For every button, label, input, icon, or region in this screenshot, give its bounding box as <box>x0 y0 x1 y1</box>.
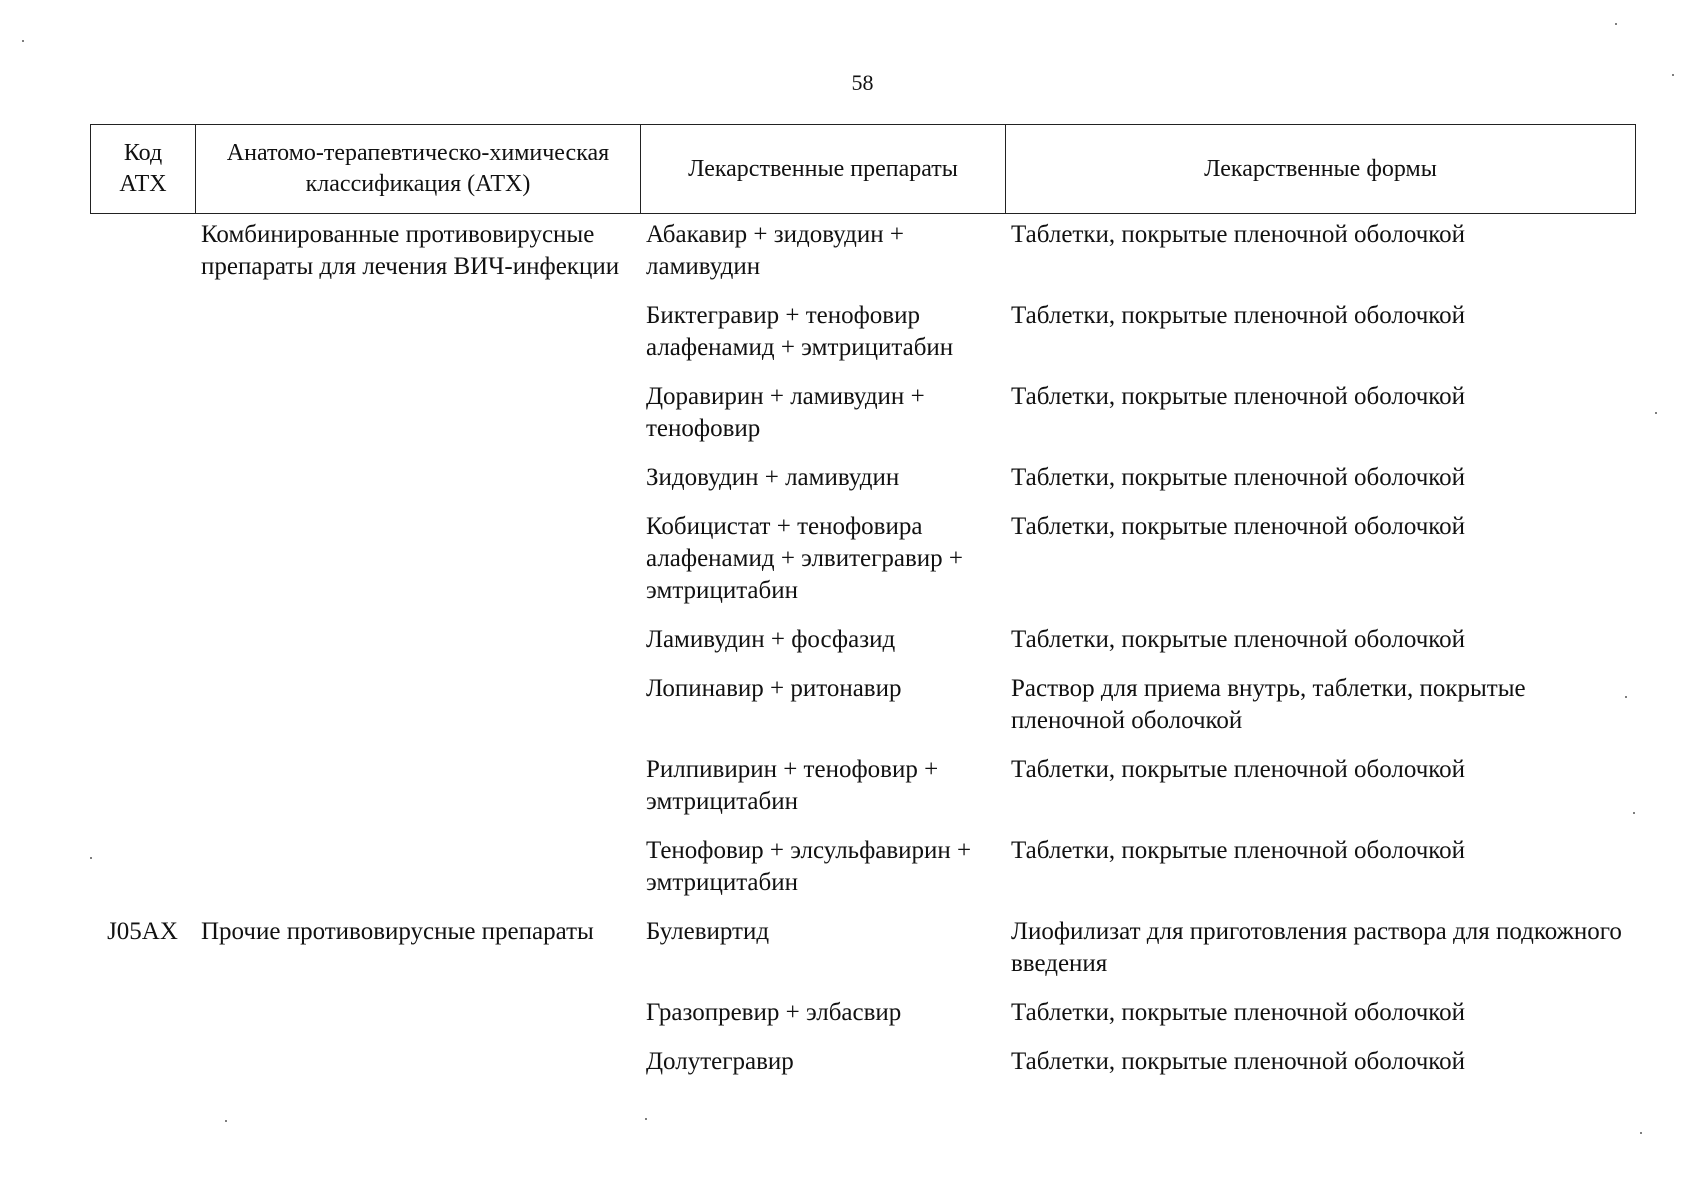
header-classification-label: Анатомо-терапевтическо-химическая классификация (АТХ) <box>226 140 610 197</box>
atc-classification: Комбинированные противовирусные препараты для лечения ВИЧ-инфекции <box>201 221 620 280</box>
scan-speck <box>90 857 92 859</box>
drug-name: Рилпивирин + тенофовир + эмтрицитабин <box>646 756 939 815</box>
scan-speck <box>1655 412 1657 414</box>
drug-form: Таблетки, покрытые пленочной оболочкой <box>1011 756 1466 783</box>
header-row <box>91 125 1636 214</box>
scan-speck <box>1615 23 1617 25</box>
drug-name: Гразопревир + элбасвир <box>646 999 902 1026</box>
drug-form: Таблетки, покрытые пленочной оболочкой <box>1011 464 1466 491</box>
drug-name: Булевиртид <box>646 918 770 945</box>
header-drugs-label: Лекарственные препараты <box>688 155 958 182</box>
drug-name: Тенофовир + элсульфавирин + эмтрицитабин <box>646 837 972 896</box>
table-row <box>90 219 1635 300</box>
drug-form: Таблетки, покрытые пленочной оболочкой <box>1011 1048 1466 1075</box>
page-number: 58 <box>851 70 874 95</box>
atc-classification: Прочие противовирусные препараты <box>201 918 594 945</box>
drug-form: Таблетки, покрытые пленочной оболочкой <box>1011 383 1466 410</box>
header-drugs <box>641 125 1006 214</box>
scan-speck <box>1633 812 1635 814</box>
drug-form: Таблетки, покрытые пленочной оболочкой <box>1011 999 1466 1026</box>
drug-table <box>90 219 1635 1095</box>
table-header <box>90 124 1636 214</box>
drug-name: Долутегравир <box>646 1048 794 1075</box>
drug-form: Лиофилизат для приготовления раствора для подкожного введения <box>1011 918 1622 977</box>
atc-code <box>90 219 195 916</box>
drug-name: Абакавир + зидовудин + ламивудин <box>646 221 904 280</box>
drug-form: Раствор для приема внутрь, таблетки, покрытые пленочной оболочкой <box>1011 675 1526 734</box>
header-code-label: Код АТХ <box>119 140 167 197</box>
drug-name: Зидовудин + ламивудин <box>646 464 900 491</box>
drug-name: Биктегравир + тенофовир алафенамид + эмтрицитабин <box>646 302 954 361</box>
drug-form: Таблетки, покрытые пленочной оболочкой <box>1011 513 1466 540</box>
drug-name: Доравирин + ламивудин + тенофовир <box>646 383 925 442</box>
header-classification <box>196 125 641 214</box>
scan-speck <box>225 1120 227 1122</box>
atc-code: J05AX <box>107 918 178 945</box>
scan-speck <box>22 40 24 42</box>
table-row <box>90 916 1635 997</box>
drug-form: Таблетки, покрытые пленочной оболочкой <box>1011 302 1466 329</box>
drug-form: Таблетки, покрытые пленочной оболочкой <box>1011 837 1466 864</box>
drug-form: Таблетки, покрытые пленочной оболочкой <box>1011 221 1466 248</box>
drug-name: Кобицистат + тенофовира алафенамид + элвитегравир + эмтрицитабин <box>646 513 964 604</box>
header-forms-label: Лекарственные формы <box>1204 155 1437 182</box>
table-body <box>90 219 1635 1095</box>
scan-speck <box>1640 1132 1642 1134</box>
scan-speck <box>1625 696 1627 698</box>
scan-speck <box>1672 74 1674 76</box>
header-forms <box>1006 125 1636 214</box>
drug-name: Ламивудин + фосфазид <box>646 626 896 653</box>
drug-form: Таблетки, покрытые пленочной оболочкой <box>1011 626 1466 653</box>
scan-speck <box>645 1118 647 1120</box>
drug-name: Лопинавир + ритонавир <box>646 675 902 702</box>
header-code <box>91 125 196 214</box>
